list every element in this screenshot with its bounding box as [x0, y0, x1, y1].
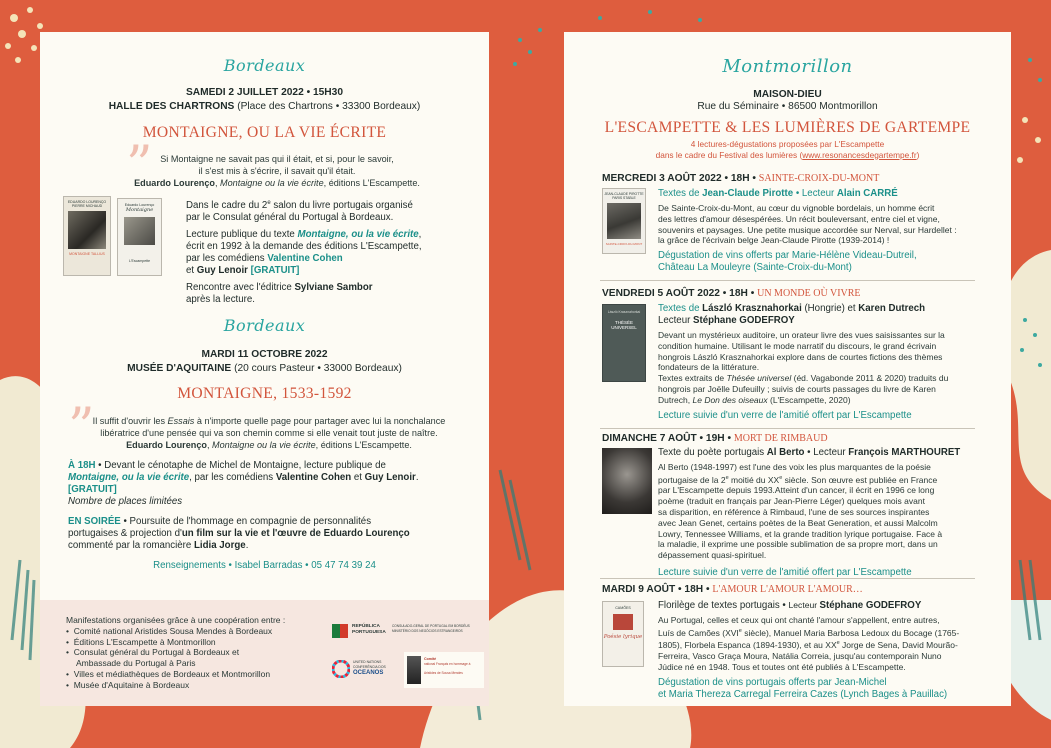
program-title: L'ESCAMPETTE & LES LUMIÈRES DE GARTEMPE [604, 119, 971, 136]
event-date: DIMANCHE 7 AOÛT • 19H • MORT DE RIMBAUD [602, 433, 828, 444]
event-detail: Texte du poète portugais Al Berto • Lecteur François MARTHOURET Al Berto (1948-1997) est l'une des voix les plus marquantes de la poésie portugaise de la 2e moitié du XXe siècle. Son œuvre est publiée en France par L'Escampette depuis 1993.Atteint d'un cancer, il écrit en 1996 ce long poème (traduit en français par Jean-Pierre Léger) quelques mois avant sa disparition, en référence à Rimbaud, l'une de ses sources inspirantes avec Jean Genet, certains poètes de la Beat Generation, et aussi Malcolm Lowry, Tennessee Williams, et la grande tradition lyrique portugaise. Face à la maladie, il exprime une possible sublimation de sa propre mort, dans un dépassement quasi-spirituel. Lecture suivie d'un verre de l'amitié offert par L'Escampette [658, 447, 961, 578]
event-title: MONTAIGNE, OU LA VIE ÉCRITE [142, 124, 387, 141]
right-page [564, 32, 1011, 706]
book-cover-thesee: László Krasznahorkai THÉSÉE UNIVERSEL [602, 304, 646, 382]
quote-mark-icon: ” [126, 136, 153, 196]
event-detail: Textes de Jean-Claude Pirotte • Lecteur Alain CARRÉ De Sainte-Croix-du-Mont, au cœur du vignoble bordelais, un homme écrit des lettres d'amour désespérées. Un récit bouleversant, entre ciel et vigne, souvenirs et paysages. Une petite musique accordée sur Nerval, sur Hardellet : la grâce de l'écrivain belge Jean-Claude Pirotte (1939-2014) ! Dégustation de vins offerts par Marie-Hélène Videau-Dutreil, Château La Mouleyre (Sainte-Croix-du-Mont) [658, 188, 957, 274]
sdg-wheel-icon [332, 660, 350, 678]
left-page [40, 32, 489, 706]
event-description: Dans le cadre du 2e salon du livre portugais organisé par le Consulat général du Portugal à Bordeaux. Lecture publique du texte Montaigne, ou la vie écrite, écrit en 1992 à la demande des éditions L'Escampette, par les comédiens Valentine Cohen et Guy Lenoir [GRATUIT] Rencontre avec l'éditrice Sylviane Sambor après la lecture. [186, 200, 422, 306]
book-cover-pirotte: JEAN-CLAUDE PIROTTE PARIS STABLE SAINTE-CROIX-DU-MONT [602, 188, 646, 254]
quote-mark-icon: ” [68, 398, 95, 458]
city-heading: Bordeaux [223, 316, 306, 335]
event-detail: Florilège de textes portugais • Lecteur Stéphane GODEFROY Au Portugal, celles et ceux qui ont chanté l'amour s'appellent, entre autres, Luís de Camões (XVIe siècle), Manuel Maria Barbosa Ledoux du Bocage (1765- 1805), Florbela Espanca (1894-1930), et au XXe Jorge de Sena, David Mourão- Ferreira, Vasco Graça Moura, Natália Correia, jusqu'au contemporain Nuno Júdice né en 1948. Tous et toutes ont été publiés à L'Escampette. Dégustation de vins portugais offerts par Jean-Michel et Maria Thereza Carregal Ferreira Cazes (Lynch Bages à Pauillac) [658, 600, 960, 700]
venue-name: MAISON-DIEU [753, 89, 822, 100]
event-venue: MUSÉE D'AQUITAINE (20 cours Pasteur • 33000 Bordeaux) [127, 363, 402, 374]
separator [600, 428, 975, 429]
separator [600, 578, 975, 579]
partners-list: Manifestations organisées grâce à une coopération entre : • Comité national Aristides Sousa Mendes à Bordeaux • Éditions L'Escampette à Montmorillon • Consulat général du Portugal à Bordeaux et Ambassade du Portugal à Paris • Villes et médiathèques de Bordeaux et Montmorillon • Musée d'Aquitaine à Bordeaux [66, 615, 286, 690]
event-detail: Textes de László Krasznahorkai (Hongrie) et Karen Dutrech Lecteur Stéphane GODEFROY Devant un mystérieux auditoire, un orateur livre des vues saisissantes sur la condition humaine. Utilisant le mode narratif du discours, le grand écrivain hongrois László Krasznahorkai explore dans de courtes fictions des thèmes fondateurs de la littérature. Textes extraits de Thésée universel (éd. Vagabonde 2011 & 2020) traduits du hongrois par Joëlle Dufeuilly ; suivis de courts passages du livre de Karen Dutrech, Le Don des oiseaux (L'Escampette, 2020) Lecture suivie d'un verre de l'amitié offert par L'Escampette [658, 303, 949, 421]
book-cover-lourenco-tallius: EDUARDO LOURENÇO PIERRE MICHAUD MONTAIGNE TALLIUS [63, 196, 111, 276]
logo-republica-portuguesa: REPÚBLICA PORTUGUESA CONSULADO-GERAL DE PORTUGAL EM BORDÉUS MINISTÉRIO DOS NEGÓCIOS ESTRANGEIROS [332, 622, 482, 644]
logo-un-ocean-conference: UNITED NATIONS CONFERÊNCIA DOS OCEANOS [330, 654, 400, 688]
quote: Si Montaigne ne savait pas qui il était, et si, pour le savoir, il s'est mis à s'écrire, il savait qu'il était. Eduardo Lourenço, Montaigne ou la vie écrite, éditions L'Escampette. [134, 154, 420, 188]
city-heading: Montmorillon [722, 56, 853, 77]
event-date: SAMEDI 2 JUILLET 2022 • 15H30 [185, 87, 343, 98]
book-cover-montaigne: Eduardo Lourenço Montaigne L'Escampette [117, 198, 162, 276]
event-date: MARDI 11 OCTOBRE 2022 [201, 349, 328, 360]
event-date: MARDI 9 AOÛT • 18H • L'AMOUR L'AMOUR L'AMOUR… [602, 584, 863, 595]
dots-cream-right [1017, 117, 1041, 163]
city-heading: Bordeaux [223, 56, 306, 75]
event-description: À 18H • Devant le cénotaphe de Michel de Montaigne, lecture publique de Montaigne, ou la vie écrite, par les comédiens Valentine Cohen et Guy Lenoir. [GRATUIT] Nombre de places limitées EN SOIRÉE • Poursuite de l'hommage en compagnie de personnalités portugaises & projection d'un film sur la vie et l'œuvre de Eduardo Lourenço commenté par la romancière Lidia Jorge. [68, 460, 419, 551]
separator [600, 280, 975, 281]
event-date: VENDREDI 5 AOÛT 2022 • 18H • UN MONDE OÙ VIVRE [602, 288, 861, 299]
festival-link[interactable]: www.resonancesdegartempe.fr [802, 149, 917, 160]
footer-partners [40, 600, 489, 706]
info-line: Renseignements • Isabel Barradas • 05 47 74 39 24 [153, 560, 376, 571]
dots-top-left [5, 7, 43, 63]
book-cover-poesie-lyrique: CAMÕES Poésie lyrique [602, 601, 644, 667]
event-venue: HALLE DES CHARTRONS (Place des Chartrons • 33300 Bordeaux) [108, 101, 421, 112]
quote: Il suffit d'ouvrir les Essais à n'importe quelle page pour partager avec lui la nonchalance libératrice d'une pensée qui va son chemin comme si elle venait tout juste de naître. Eduardo Lourenço, Montaigne ou la vie écrite, éditions L'Escampette. [92, 416, 446, 450]
venue-address: Rue du Séminaire • 86500 Montmorillon [697, 101, 878, 112]
photo-al-berto [602, 448, 652, 514]
event-title: MONTAIGNE, 1533-1592 [177, 385, 352, 402]
event-date: MERCREDI 3 AOÛT 2022 • 18H • SAINTE-CROIX-DU-MONT [602, 173, 880, 184]
logo-comite-sousa-mendes: Comité national Français en hommage à Aristides de Sousa Mendes [404, 652, 484, 688]
program-subtitle: 4 lectures-dégustations proposées par L'Escampette dans le cadre du Festival des lumières (www.resonancesdegartempe.fr) [655, 139, 920, 160]
